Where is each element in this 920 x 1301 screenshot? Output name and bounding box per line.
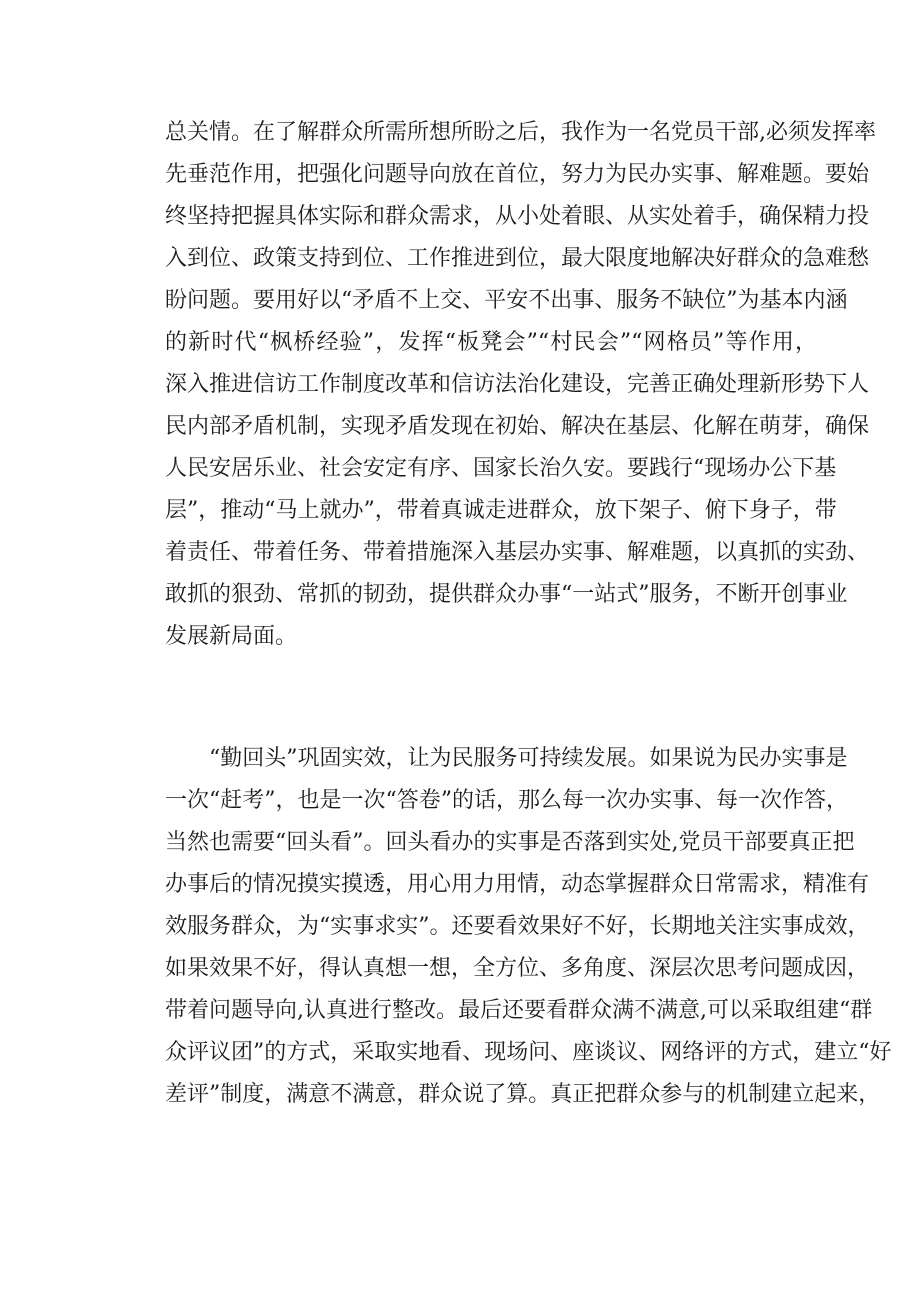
paragraph-line: 总关情。在了解群众所需所想所盼之后，我作为一名党员干部,必须发挥率 bbox=[165, 120, 876, 145]
paragraph-line: 带着问题导向,认真进行整改。最后还要看群众满不满意,可以采取组建“群 bbox=[165, 998, 873, 1023]
paragraph-line: 差评”制度，满意不满意，群众说了算。真正把群众参与的机制建立起来， bbox=[165, 1082, 881, 1107]
paragraph-line: 入到位、政策支持到位、工作推进到位，最大限度地解决好群众的急难愁 bbox=[165, 246, 870, 271]
paragraph-line: 着责任、带着任务、带着措施深入基层办实事、解难题，以真抓的实劲、 bbox=[165, 540, 870, 565]
paragraph-line: 效服务群众，为“实事求实”。还要看效果好不好，长期地关注实事成效， bbox=[165, 914, 870, 939]
paragraph-line: 先垂范作用，把强化问题导向放在首位，努力为民办实事、解难题。要始 bbox=[165, 162, 870, 187]
paragraph-line: 终坚持把握具体实际和群众需求，从小处着眼、从实处着手，确保精力投 bbox=[165, 204, 870, 229]
paragraph-line: 人民安居乐业、社会安定有序、国家长治久安。要践行“现场办公下基 bbox=[165, 456, 837, 481]
paragraph-line: “勤回头”巩固实效，让为民服务可持续发展。如果说为民办实事是 bbox=[209, 746, 848, 771]
paragraph-line: 深入推进信访工作制度改革和信访法治化建设，完善正确处理新形势下人 bbox=[165, 372, 870, 397]
paragraph-line: 敢抓的狠劲、常抓的韧劲，提供群众办事“一站式”服务，不断开创事业 bbox=[165, 582, 848, 607]
paragraph-line: 发展新局面。 bbox=[165, 624, 298, 649]
paragraph-line: 民内部矛盾机制，实现矛盾发现在初始、解决在基层、化解在萌芽，确保 bbox=[165, 414, 870, 439]
paragraph-line: 众评议团”的方式，采取实地看、现场问、座谈议、网络评的方式，建立“好 bbox=[165, 1040, 892, 1065]
paragraph-line: 层”，推动“马上就办”，带着真诚走进群众，放下架子、俯下身子，带 bbox=[165, 498, 837, 523]
paragraph-2 bbox=[165, 738, 892, 1116]
paragraph-line: 一次“赶考”，也是一次“答卷”的话，那么每一次办实事、每一次作答， bbox=[165, 788, 848, 813]
paragraph-line: 的新时代“枫桥经验”，发挥“板凳会”“村民会”“网格员”等作用， bbox=[165, 330, 817, 355]
paragraph-line: 当然也需要“回头看”。回头看办的实事是否落到实处,党员干部要真正把 bbox=[165, 830, 855, 855]
paragraph-line: 如果效果不好，得认真想一想，全方位、多角度、深层次思考问题成因， bbox=[165, 956, 870, 981]
paragraph-line: 办事后的情况摸实摸透，用心用力用情，动态掌握群众日常需求，精准有 bbox=[165, 872, 870, 897]
paragraph-line: 盼问题。要用好以“矛盾不上交、平安不出事、服务不缺位”为基本内涵 bbox=[165, 288, 848, 313]
paragraph-1 bbox=[165, 112, 876, 658]
